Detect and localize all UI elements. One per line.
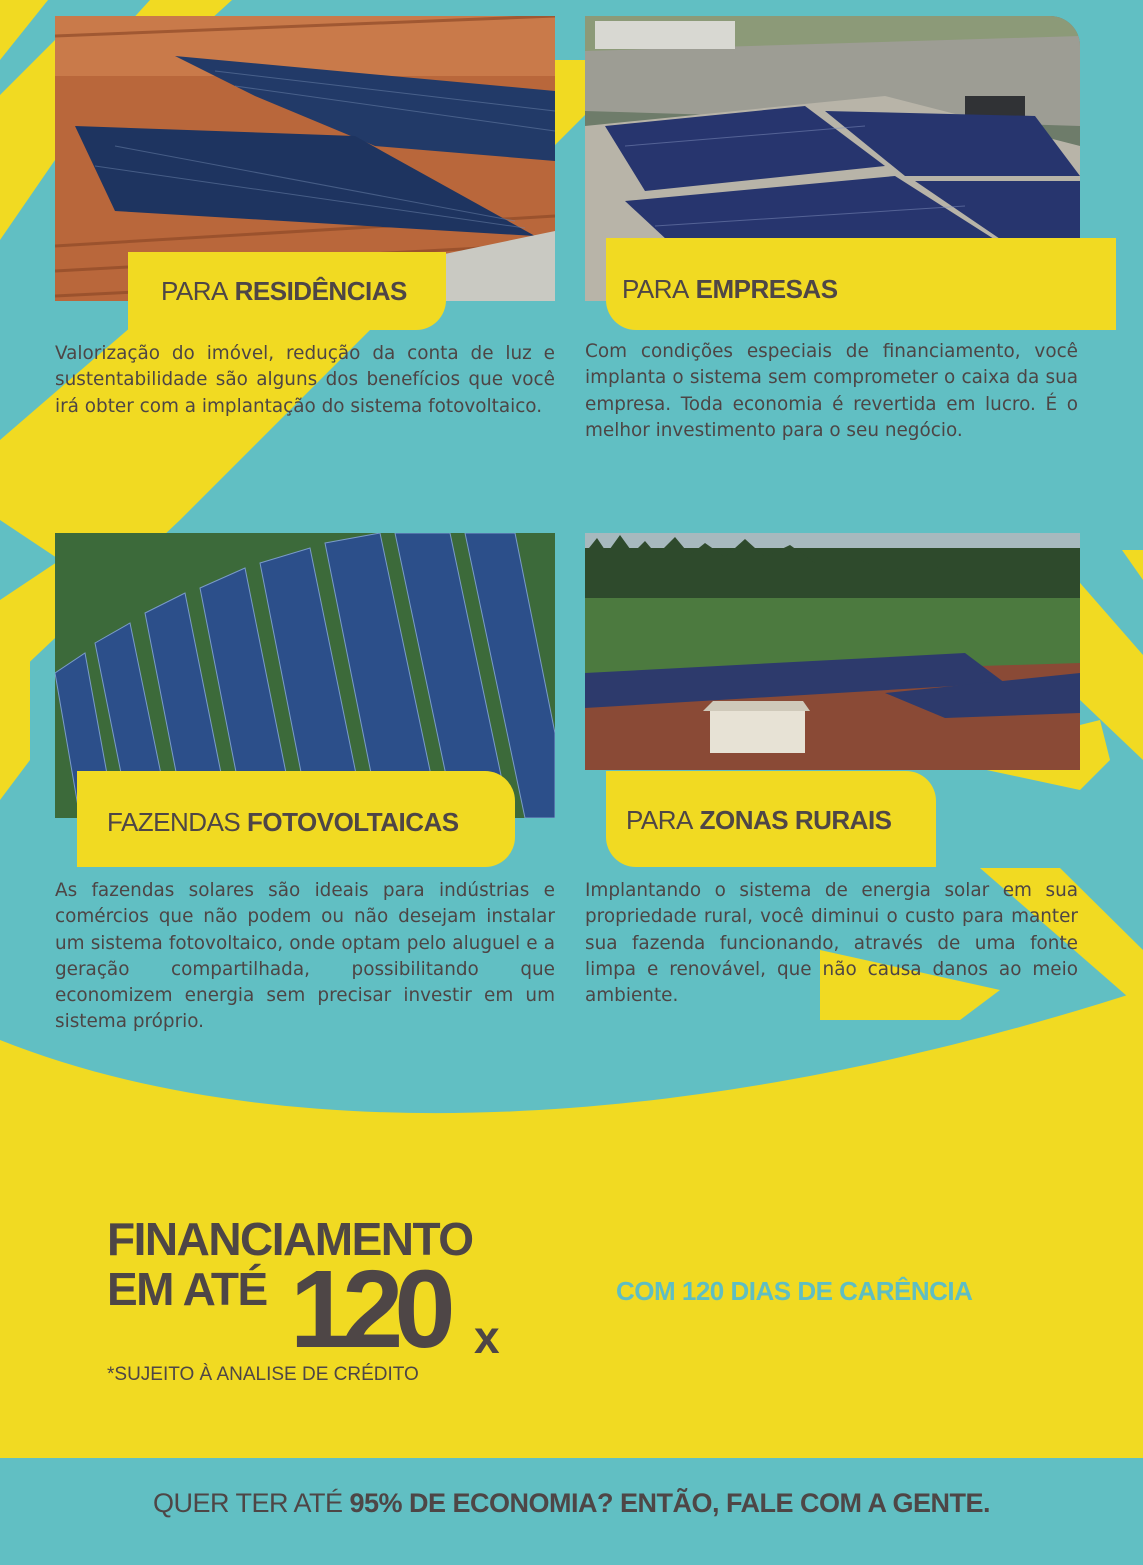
financing-suffix: x bbox=[474, 1311, 500, 1363]
financing-note: *SUJEITO À ANALISE DE CRÉDITO bbox=[107, 1364, 419, 1385]
residencias-title-prefix: PARA bbox=[161, 275, 228, 306]
fazendas-title-tab bbox=[77, 771, 515, 867]
rurais-description: Implantando o sistema de energia solar em sua propriedade rural, você diminui o custo para manter sua fazenda funcionando, através de uma fonte limpa e renovável, que não causa danos ao meio ambiente. bbox=[585, 880, 1078, 1007]
residencias-title-bold: RESIDÊNCIAS bbox=[234, 275, 407, 306]
fazendas-title-bold: FOTOVOLTAICAS bbox=[246, 806, 459, 837]
residencias-description: Valorização do imóvel, redução da conta de luz e sustentabilidade são alguns dos benefícios que você irá obter com a implantação do sistema fotovoltaico. bbox=[55, 343, 555, 417]
grace-period-text: COM 120 DIAS DE CARÊNCIA bbox=[616, 1276, 973, 1306]
rurais-title-prefix: PARA bbox=[626, 804, 693, 835]
empresas-description: Com condições especiais de financiamento, você implanta o sistema sem comprometer o caixa da sua empresa. Toda economia é revertida em lucro. É o melhor investimento para o seu negócio. bbox=[585, 341, 1078, 441]
empresas-title-tab bbox=[606, 238, 1116, 330]
rurais-title-tab bbox=[606, 771, 936, 867]
footer-cta bbox=[0, 1488, 1143, 1519]
residencias-title-tab bbox=[128, 252, 446, 330]
rurais-title-bold: ZONAS RURAIS bbox=[699, 804, 892, 835]
financing-line2: EM ATÉ bbox=[107, 1263, 267, 1315]
empresas-title-bold: EMPRESAS bbox=[695, 273, 838, 304]
cta-prefix: QUER TER ATÉ bbox=[152, 1488, 343, 1518]
empresas-title-prefix: PARA bbox=[622, 273, 689, 304]
cta-bold: 95% DE ECONOMIA? ENTÃO, FALE COM A GENTE. bbox=[349, 1488, 991, 1518]
fazendas-description: As fazendas solares são ideais para indústrias e comércios que não podem ou não desejam instalar um sistema fotovoltaico, onde optam pelo aluguel e a geração compartilhada, possibilitando que economizem energia sem precisar investir em um sistema próprio. bbox=[55, 880, 555, 1033]
fazendas-title-prefix: FAZENDAS bbox=[107, 806, 241, 837]
financing-number: 120 bbox=[290, 1248, 447, 1371]
rurais-photo bbox=[585, 533, 1080, 770]
financing-line1: FINANCIAMENTO bbox=[107, 1213, 473, 1265]
